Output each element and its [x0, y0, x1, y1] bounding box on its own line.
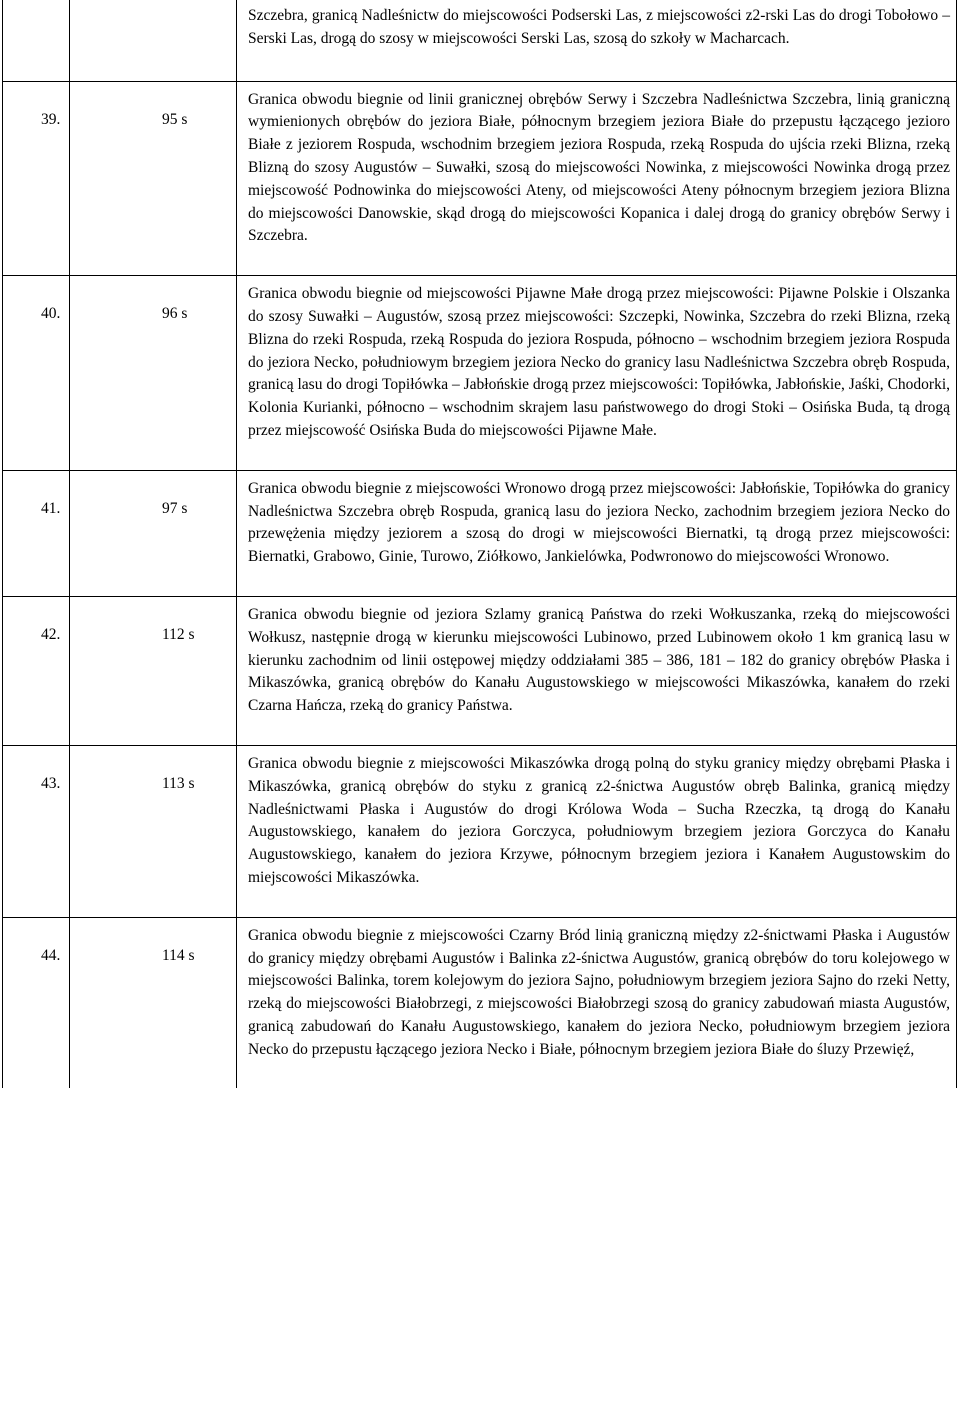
row-area: 95 s: [70, 81, 237, 276]
table-row: [3, 745, 957, 917]
row-number: 44.: [3, 917, 70, 1088]
row-area: 112 s: [70, 596, 237, 745]
row-description: Granica obwodu biegnie od linii granicznej obrębów Serwy i Szczebra Nadleśnictwa Szczebra, linią graniczną wymienionych obrębów do jeziora Białe, północnym brzegiem jeziora Białe do przepustu łączącego jezioro Białe z jeziorem Rospuda, wschodnim brzegiem jeziora Rospuda, rzeką Rospuda do ujścia rzeki Blizna, rzeką Blizną do szosy Augustów – Suwałki, szosą do miejscowości Nowinka, z miejscowości Nowinka drogą przez miejscowość Podnowinka do miejscowości Ateny, od miejscowości Ateny północnym brzegiem jeziora Blizna do miejscowości Danowskie, skąd drogą do miejscowości Kopanica i dalej drogą do granicy obrębów Serwy i Szczebra.: [237, 81, 957, 276]
hunting-districts-table: [2, 0, 957, 1088]
row-number: 42.: [3, 596, 70, 745]
table-row: [3, 276, 957, 471]
row-description: Granica obwodu biegnie od miejscowości Pijawne Małe drogą przez miejscowości: Pijawne Polskie i Olszanka do szosy Suwałki – Augustów, szosą przez miejscowości: Szczepki, Nowinka, Szczebra do rzeki Blizna, rzeką Blizna do rzeki Rospuda, rzeką Rospuda do jeziora Rospuda, północno – wschodnim brzegiem jeziora Rospuda do jeziora Necko, południowym brzegiem jeziora Necko do granicy lasu Nadleśnictwa Szczebra obręb Rospuda, granicą lasu do drogi Topiłówka – Jabłońskie drogą przez miejscowości: Topiłówka, Jabłońskie, Jaśki, Chodorki, Kolonia Kurianki, północno – wschodnim skrajem lasu państwowego do drogi Stoki – Osińska Buda, tą drogą przez miejscowość Osińska Buda do miejscowości Pijawne Małe.: [237, 276, 957, 471]
table-row: [3, 81, 957, 276]
table-row: [3, 470, 957, 596]
row-area: 114 s: [70, 917, 237, 1088]
row-description: Granica obwodu biegnie od jeziora Szlamy granicą Państwa do rzeki Wołkuszanka, rzeką do miejscowości Wołkusz, następnie drogą w kierunku miejscowości Lubinowo, przed Lubinowem około 1 km granicą lasu w kierunku zachodnim od linii ostępowej między oddziałami 385 – 386, 181 – 182 do granicy obrębów Płaska i Mikaszówka, granicą obrębów do Kanału Augustowskiego w miejscowości Mikaszówka, kanałem do rzeki Czarna Hańcza, rzeką do granicy Państwa.: [237, 596, 957, 745]
row-number: [3, 0, 70, 81]
row-description: Granica obwodu biegnie z miejscowości Czarny Bród linią graniczną między z2-śnictwami Płaska i Augustów do granicy między obrębami Augustów i Balinka z2-śnictwa Augustów, granicą obrębów do toru kolejowego w miejscowości Balinka, torem kolejowym do jeziora Sajno, południowym brzegiem jeziora Sajno do rzeki Netty, rzeką do miejscowości Białobrzegi, z miejscowości Białobrzegi szosą do granicy zabudowań miasta Augustów, granicą zabudowań do Kanału Augustowskiego, kanałem do jeziora Necko, południowym brzegiem jeziora Necko do przepustu łączącego jeziora Necko i Białe, północnym brzegiem jeziora Białe do śluzy Przewięź,: [237, 917, 957, 1088]
row-number: 40.: [3, 276, 70, 471]
table-row: [3, 596, 957, 745]
row-area: [70, 0, 237, 81]
row-description: Granica obwodu biegnie z miejscowości Wronowo drogą przez miejscowości: Jabłońskie, Topiłówka do granicy Nadleśnictwa Szczebra obręb Rospuda, granicą lasu do jeziora Necko, zachodnim brzegiem jeziora Necko do przewężenia między jeziorem a szosą do drogi w miejscowości Biernatki, tą drogą przez miejscowości: Biernatki, Grabowo, Ginie, Turowo, Ziółkowo, Jankielówka, Podwronowo do miejscowości Wronowo.: [237, 470, 957, 596]
row-number: 39.: [3, 81, 70, 276]
row-area: 96 s: [70, 276, 237, 471]
row-description: Szczebra, granicą Nadleśnictw do miejscowości Podserski Las, z miejscowości z2-rski Las do drogi Tobołowo – Serski Las, drogą do szosy w miejscowości Serski Las, szosą do szkoły w Macharcach.: [237, 0, 957, 81]
table-row: [3, 917, 957, 1088]
row-number: 43.: [3, 745, 70, 917]
row-area: 113 s: [70, 745, 237, 917]
row-description: Granica obwodu biegnie z miejscowości Mikaszówka drogą polną do styku granicy między obrębami Płaska i Mikaszówka, granicą obrębów do styku z granicą z2-śnictwa Augustów obręb Balinka, granicą między Nadleśnictwami Płaska i Augustów do drogi Królowa Woda – Sucha Rzeczka, tą drogą do Kanału Augustowskiego, kanałem do jeziora Gorczyca, południowym brzegiem jeziora Gorczyca do Kanału Augustowskiego, kanałem do jeziora Krzywe, północnym brzegiem jeziora i Kanałem Augustowskim do miejscowości Mikaszówka.: [237, 745, 957, 917]
row-number: 41.: [3, 470, 70, 596]
table-row: [3, 0, 957, 81]
row-area: 97 s: [70, 470, 237, 596]
